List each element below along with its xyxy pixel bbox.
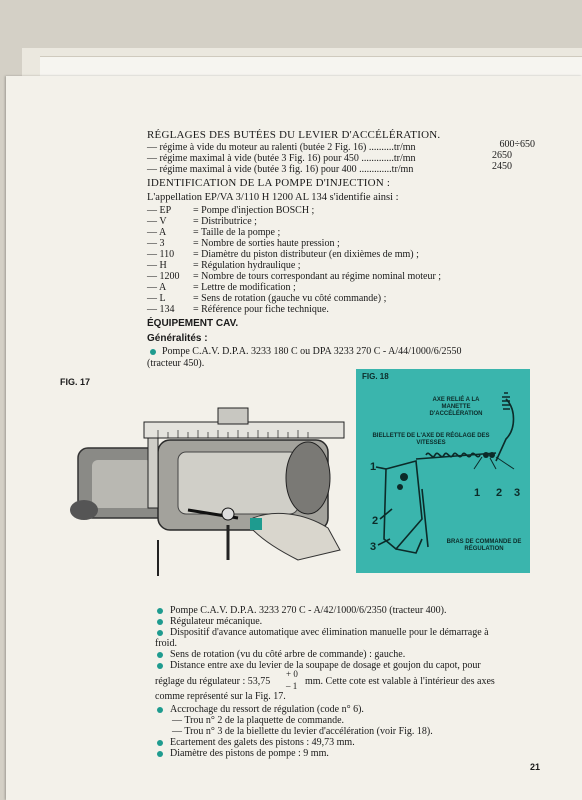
code: — V (147, 216, 167, 227)
bottom-bullet-4: Sens de rotation (vu du côté arbre de commande) : gauche. (170, 649, 406, 660)
equipement-bullet-1: Pompe C.A.V. D.P.A. 3233 180 C ou DPA 3233 270 C - A/44/1000/6/2550 (162, 346, 462, 357)
reglage-value-2: 2650 (492, 150, 512, 161)
code: — A (147, 282, 167, 293)
bottom-bullet-6: Accrochage du ressort de régulation (code n° 6). (170, 704, 364, 715)
fig18-diagram (356, 369, 530, 573)
code: — H (147, 260, 167, 271)
bottom-bullet-8: Diamètre des pistons de pompe : 9 mm. (170, 748, 329, 759)
bullet-icon (157, 630, 163, 636)
meaning: = Diamètre du piston distributeur (en dixièmes de mm) ; (193, 249, 419, 260)
bullet-icon (150, 349, 156, 355)
reglage-line-3: — régime maximal à vide (butée 3 fig. 16) pour 400 .............tr/mn (147, 164, 414, 175)
bullet-icon (157, 663, 163, 669)
meaning: = Nombre de tours correspondant au régime nominal moteur ; (193, 271, 442, 282)
fig17-label: FIG. 17 (60, 377, 91, 387)
code: — 134 (147, 304, 175, 315)
page-number: 21 (530, 762, 541, 772)
generalites-subtitle: Généralités : (147, 333, 208, 344)
equipement-title: ÉQUIPEMENT CAV. (147, 318, 239, 329)
identification-title: IDENTIFICATION DE LA POMPE D'INJECTION : (147, 177, 391, 189)
fig18-marker-3: 3 (514, 487, 521, 499)
reglages-title: RÉGLAGES DES BUTÉES DU LEVIER D'ACCÉLÉRATION. (147, 129, 441, 141)
code: — 1200 (147, 271, 180, 282)
identification-intro: L'appellation EP/VA 3/110 H 1200 AL 134 s'identifie ainsi : (147, 192, 399, 203)
fig18-number-3: 3 (370, 541, 377, 553)
fig18-label: FIG. 18 (362, 372, 389, 381)
axe-label: AXE RELIÉ A LA MANETTE D'ACCÉLÉRATION (429, 397, 483, 417)
bullet-icon (157, 652, 163, 658)
reglage-line-1: — régime à vide du moteur au ralenti (butée 2 Fig. 16) ..........tr/mn (147, 142, 416, 153)
bottom-bullet-6-sub1: — Trou n° 2 de la plaquette de commande. (172, 715, 345, 726)
bottom-bullet-3: Dispositif d'avance automatique avec élimination manuelle pour le démarrage à (170, 627, 489, 638)
meaning: = Sens de rotation (gauche vu côté commande) ; (193, 293, 387, 304)
meaning: = Taille de la pompe ; (193, 227, 281, 238)
code: — EP (147, 205, 172, 216)
bullet-icon (157, 619, 163, 625)
tolerance-plus: + 0 (286, 669, 298, 679)
meaning: = Distributrice ; (193, 216, 257, 227)
fig18-marker-2: 2 (496, 487, 503, 499)
code: — L (147, 293, 166, 304)
bottom-bullet-5-line2a: réglage du régulateur : 53,75 (155, 676, 271, 687)
reglage-value-1: 600÷650 (499, 139, 535, 150)
bottom-bullet-3-cont: froid. (155, 638, 177, 649)
bottom-bullet-7: Ecartement des galets des pistons : 49,73 mm. (170, 737, 355, 748)
meaning: = Pompe d'injection BOSCH ; (193, 205, 315, 216)
fig18-marker-1: 1 (474, 487, 481, 499)
bullet-icon (157, 707, 163, 713)
code: — 3 (147, 238, 165, 249)
biellette-label: BIELLETTE DE L'AXE DE RÉGLAGE DES VITESSES (372, 433, 490, 446)
bottom-bullet-5: Distance entre axe du levier de la soupape de dosage et goujon du capot, pour (170, 660, 481, 671)
bottom-bullet-5-line3: comme représenté sur la Fig. 17. (155, 691, 286, 702)
fig18-linkage-drawing (356, 369, 530, 573)
equipement-bullet-1-cont: (tracteur 450). (147, 358, 205, 369)
bottom-bullet-6-sub2: — Trou n° 3 de la biellette du levier d'accélération (voir Fig. 18). (172, 726, 433, 737)
tolerance-minus: – 1 (286, 681, 298, 691)
bullet-icon (157, 608, 163, 614)
bottom-bullet-1: Pompe C.A.V. D.P.A. 3233 270 C - A/42/1000/6/2350 (tracteur 400). (170, 605, 447, 616)
bras-label: BRAS DE COMMANDE DE RÉGULATION (446, 539, 522, 552)
fig17-pump-photo (58, 400, 350, 580)
fig18-number-2: 2 (372, 515, 379, 527)
bullet-icon (157, 740, 163, 746)
fig18-number-1: 1 (370, 461, 377, 473)
code: — A (147, 227, 167, 238)
bottom-bullet-2: Régulateur mécanique. (170, 616, 263, 627)
bullet-icon (157, 751, 163, 757)
code: — 110 (147, 249, 175, 260)
meaning: = Nombre de sorties haute pression ; (193, 238, 340, 249)
reglage-line-2: — régime maximal à vide (butée 3 Fig. 16) pour 450 .............tr/mn (147, 153, 416, 164)
meaning: = Régulation hydraulique ; (193, 260, 301, 271)
meaning: = Référence pour fiche technique. (193, 304, 329, 315)
meaning: = Lettre de modification ; (193, 282, 296, 293)
bottom-bullet-5-line2b: mm. Cette cote est valable à l'intérieur des axes (305, 676, 495, 687)
reglage-value-3: 2450 (492, 161, 512, 172)
